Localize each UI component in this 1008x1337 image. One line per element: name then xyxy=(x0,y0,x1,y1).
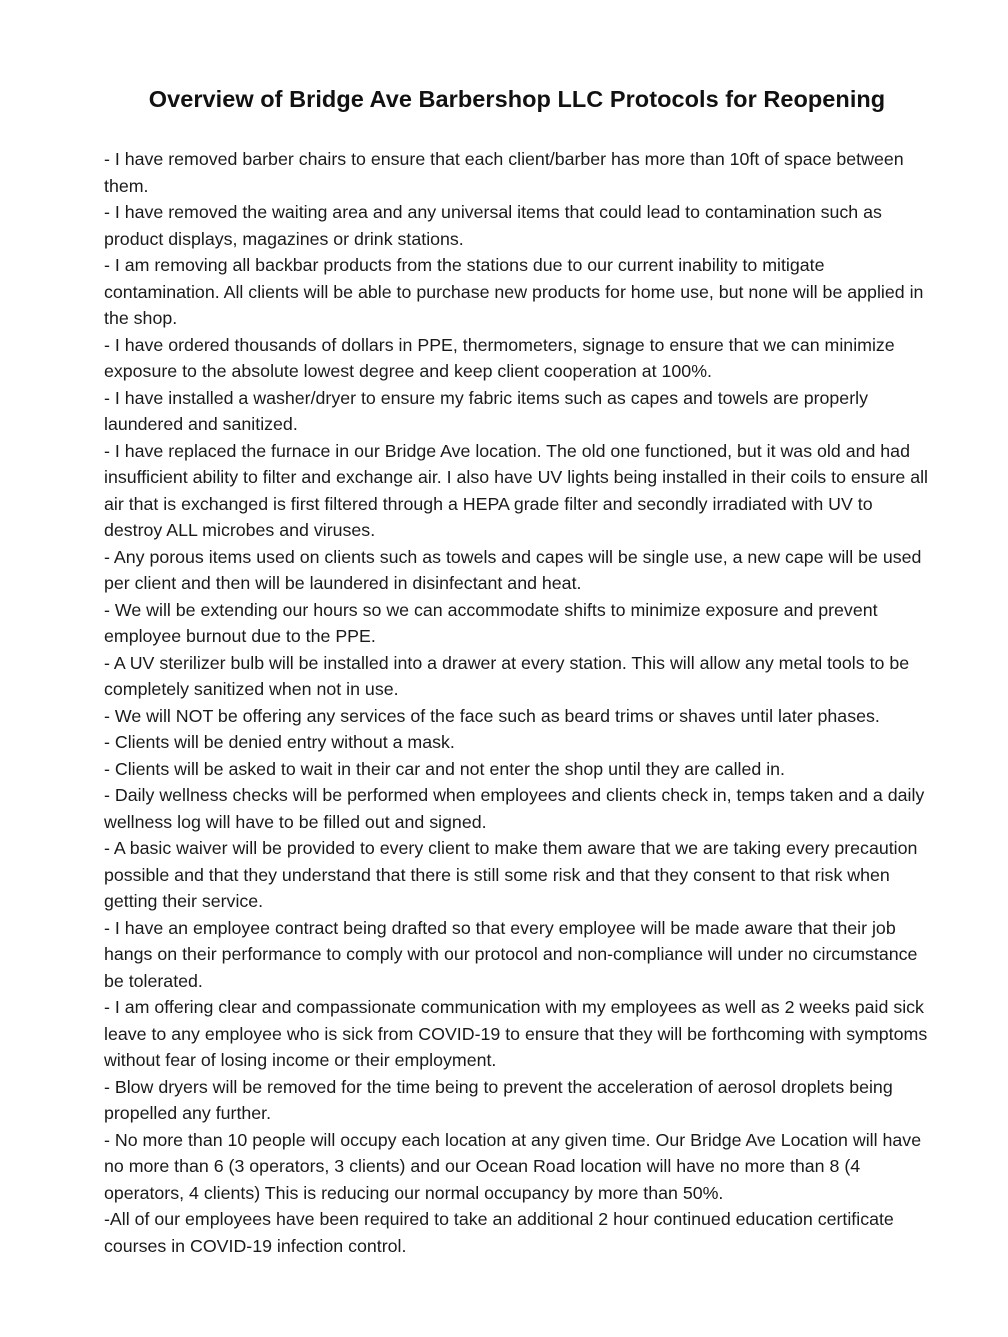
protocol-item: - I am offering clear and compassionate communication with my employees as well as 2 weeks paid sick leave to any employee who is sick from COVID-19 to ensure that they will be forthcoming with symptoms without fear of losing income or their employment. xyxy=(104,997,928,1070)
protocol-item: - I have removed barber chairs to ensure that each client/barber has more than 10ft of space between them. xyxy=(104,149,904,196)
protocol-item: - I have ordered thousands of dollars in PPE, thermometers, signage to ensure that we can minimize exposure to the absolute lowest degree and keep client cooperation at 100%. xyxy=(104,334,895,381)
protocol-item: - Any porous items used on clients such as towels and capes will be single use, a new cape will be used per client and then will be laundered in disinfectant and heat. xyxy=(104,546,922,593)
protocol-item: - Clients will be denied entry without a mask. xyxy=(104,732,455,752)
protocol-item: - We will be extending our hours so we can accommodate shifts to minimize exposure and prevent employee burnout due to the PPE. xyxy=(104,599,878,646)
protocol-item: - Blow dryers will be removed for the time being to prevent the acceleration of aerosol droplets being propelled any further. xyxy=(104,1076,893,1123)
protocol-list xyxy=(104,146,934,1259)
protocol-item: - I have an employee contract being drafted so that every employee will be made aware that their job hangs on their performance to comply with our protocol and non-compliance will under no circumstance be tolerated. xyxy=(104,917,918,991)
protocol-item: - I have installed a washer/dryer to ensure my fabric items such as capes and towels are properly laundered and sanitized. xyxy=(104,387,868,434)
protocol-item: - We will NOT be offering any services of the face such as beard trims or shaves until later phases. xyxy=(104,705,880,726)
protocol-item: - A UV sterilizer bulb will be installed into a drawer at every station. This will allow any metal tools to be completely sanitized when not in use. xyxy=(104,652,910,699)
protocol-item: - A basic waiver will be provided to every client to make them aware that we are taking every precaution possible and that they understand that there is still some risk and that they consent to that risk when getting their service. xyxy=(104,838,918,911)
protocol-item: -All of our employees have been required to take an additional 2 hour continued education certificate courses in COVID-19 infection control. xyxy=(104,1209,894,1256)
protocol-item: - Daily wellness checks will be performed when employees and clients check in, temps taken and a daily wellness log will have to be filled out and signed. xyxy=(104,785,925,832)
protocol-item: - I am removing all backbar products from the stations due to our current inability to mitigate contamination. All clients will be able to purchase new products for home use, but none will be applied in the shop. xyxy=(104,255,924,328)
protocol-item: - No more than 10 people will occupy each location at any given time. Our Bridge Ave Location will have no more than 6 (3 operators, 3 clients) and our Ocean Road location will have no more than 8 (4 operators, 4 clients) This is reducing our normal occupancy by more than 50%. xyxy=(104,1129,922,1203)
protocol-item: - I have replaced the furnace in our Bridge Ave location. The old one functioned, but it was old and had insufficient ability to filter and exchange air. I also have UV lights being installed in their coils to ensure all air that is exchanged is first filtered through a HEPA grade filter and secondly irradiated with UV to destroy ALL microbes and viruses. xyxy=(104,440,928,540)
protocol-item: - I have removed the waiting area and any universal items that could lead to contamination such as product displays, magazines or drink stations. xyxy=(104,202,882,249)
document-title: Overview of Bridge Ave Barbershop LLC Protocols for Reopening xyxy=(148,86,886,112)
protocol-item: - Clients will be asked to wait in their car and not enter the shop until they are called in. xyxy=(104,758,785,779)
